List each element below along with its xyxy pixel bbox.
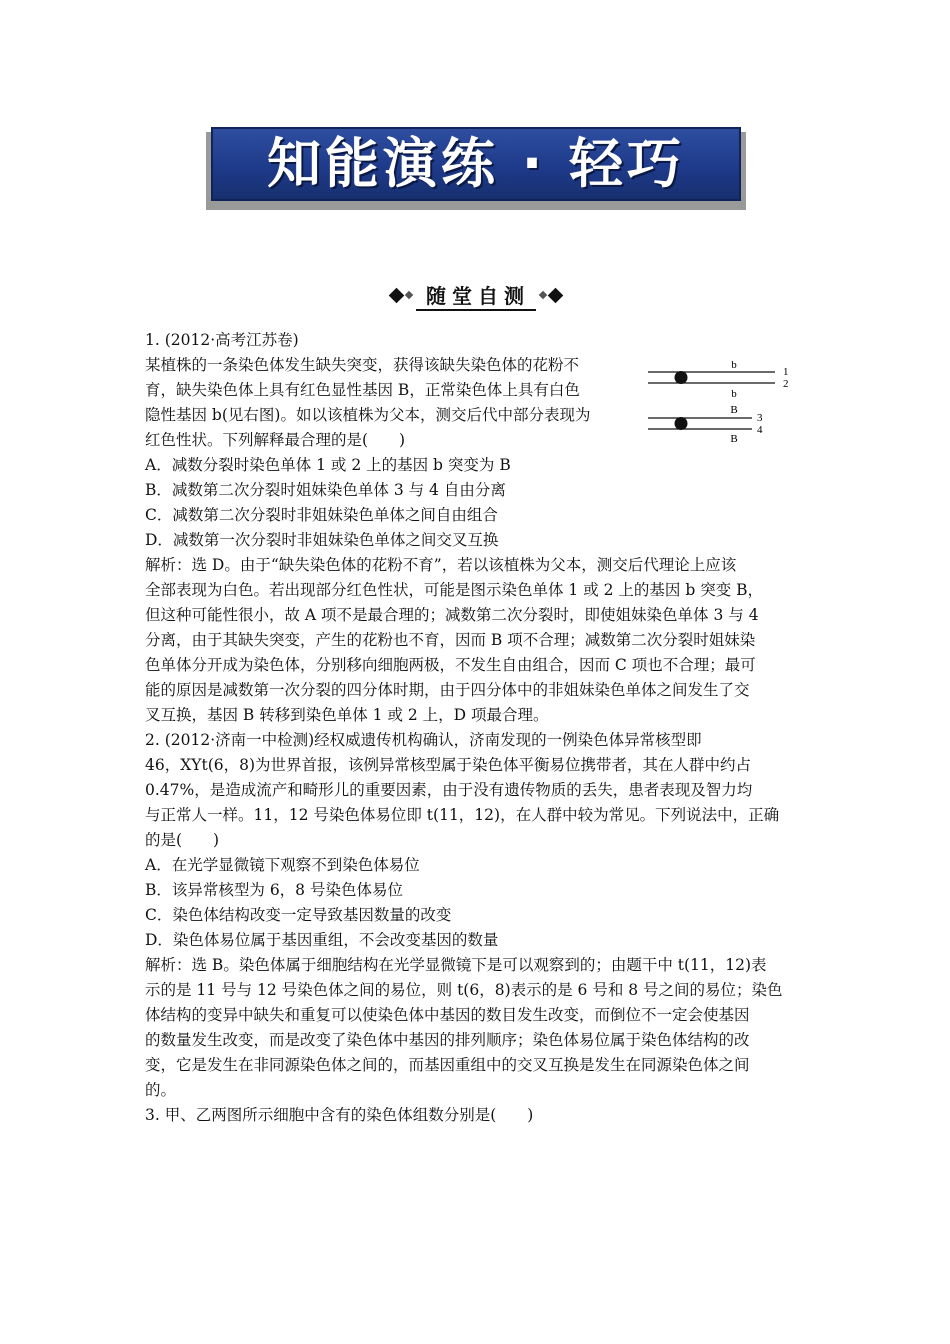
centromere-lower (675, 417, 688, 430)
chromatid-number: 4 (757, 424, 763, 436)
question-2-analysis: 体结构的变异中缺失和重复可以使染色体中基因的数目发生改变，而倒位不一定会使基因 (145, 1006, 750, 1024)
gene-label: B (730, 404, 738, 416)
question-1-analysis: 但这种可能性很小，故 A 项不是最合理的；减数第二次分裂时，即使姐妹染色单体 3 与 4 (145, 606, 759, 624)
question-1-analysis: 分离，由于其缺失突变，产生的花粉也不育，因而 B 项不合理；减数第二次分裂时姐妹染 (145, 631, 756, 649)
small-diamond-icon (405, 291, 413, 299)
question-2-stem: 0.47%，是造成流产和畸形儿的重要因素，由于没有遗传物质的丢失，患者表现及智力均 (145, 781, 753, 799)
diamond-icon (548, 287, 564, 303)
centromere-upper (675, 371, 688, 384)
question-2-analysis: 变，它是发生在非同源染色体之间的，而基因重组中的交叉互换是发生在同源染色体之间 (145, 1056, 750, 1074)
question-1-option-d: D．减数第一次分裂时非姐妹染色单体之间交叉互换 (145, 531, 499, 549)
question-1-option-c: C．减数第二次分裂时非姐妹染色单体之间自由组合 (145, 506, 498, 524)
question-2-header: 2. (2012·济南一中检测)经权威遗传机构确认，济南发现的一例染色体异常核型即 (145, 731, 702, 749)
question-1-analysis: 全部表现为白色。若出现部分红色性状，可能是图示染色单体 1 或 2 上的基因 b 突变 B， (145, 581, 764, 599)
small-diamond-icon (539, 291, 547, 299)
question-1-analysis: 叉互换，基因 B 转移到染色单体 1 或 2 上，D 项最合理。 (145, 706, 549, 724)
question-1-analysis: 解析：选 D。由于“缺失染色体的花粉不育”，若以该植株为父本，测交后代理论上应该 (145, 556, 737, 574)
gene-label: B (730, 433, 738, 445)
question-1-stem: 育，缺失染色体上具有红色显性基因 B，正常染色体上具有白色 (145, 381, 580, 399)
chromatid-number: 2 (783, 378, 789, 390)
question-2-option-b: B．该异常核型为 6，8 号染色体易位 (145, 881, 403, 899)
chromatid-number: 3 (757, 412, 763, 424)
gene-label: b (731, 359, 737, 371)
section-title: 随堂自测 (416, 279, 536, 311)
question-2-analysis: 的数量发生改变，而是改变了染色体中基因的排列顺序；染色体易位属于染色体结构的改 (145, 1031, 750, 1049)
question-2-stem: 的是( ) (145, 831, 220, 849)
question-2-stem: 46，XYt(6，8)为世界首报，该例异常核型属于染色体平衡易位携带者，其在人群中约占 (145, 756, 752, 774)
question-2-option-a: A．在光学显微镜下观察不到染色体易位 (145, 856, 420, 874)
question-1-option-a: A．减数分裂时染色单体 1 或 2 上的基因 b 突变为 B (145, 456, 511, 474)
diamond-icon (389, 287, 405, 303)
chromosome-figure (640, 356, 800, 448)
question-1-option-b: B．减数第二次分裂时姐妹染色单体 3 与 4 自由分离 (145, 481, 506, 499)
question-1-stem: 红色性状。下列解释最合理的是( ) (145, 431, 406, 449)
chromatid-number: 1 (783, 366, 789, 378)
question-2-stem: 与正常人一样。11，12 号染色体易位即 t(11，12)，在人群中较为常见。下列说法中，正确 (145, 806, 780, 824)
question-1-stem: 隐性基因 b(见右图)。如以该植株为父本，测交后代中部分表现为 (145, 406, 591, 424)
question-2-option-d: D．染色体易位属于基因重组，不会改变基因的数量 (145, 931, 499, 949)
question-2-analysis: 解析：选 B。染色体属于细胞结构在光学显微镜下是可以观察到的；由题干中 t(11，12)表 (145, 956, 767, 974)
question-1-stem: 某植株的一条染色体发生缺失突变，获得该缺失染色体的花粉不 (145, 356, 580, 374)
banner-title: 知能演练 · 轻巧 (266, 132, 686, 195)
question-1-analysis: 色单体分开成为染色体，分别移向细胞两极，不发生自由组合，因而 C 项也不合理；最可 (145, 656, 756, 674)
question-1-analysis: 能的原因是减数第一次分裂的四分体时期，由于四分体中的非姐妹染色单体之间发生了交 (145, 681, 750, 699)
question-2-analysis: 示的是 11 号与 12 号染色体之间的易位，则 t(6，8)表示的是 6 号和 8 号之间的易位；染色 (145, 981, 783, 999)
question-2-analysis: 的。 (145, 1081, 177, 1099)
gene-label: b (731, 388, 737, 400)
section-header (370, 281, 582, 309)
question-2-option-c: C．染色体结构改变一定导致基因数量的改变 (145, 906, 452, 924)
question-3-header: 3. 甲、乙两图所示细胞中含有的染色体组数分别是( ) (145, 1106, 534, 1124)
question-1-header: 1. (2012·高考江苏卷) (145, 331, 299, 349)
title-banner (211, 127, 741, 201)
